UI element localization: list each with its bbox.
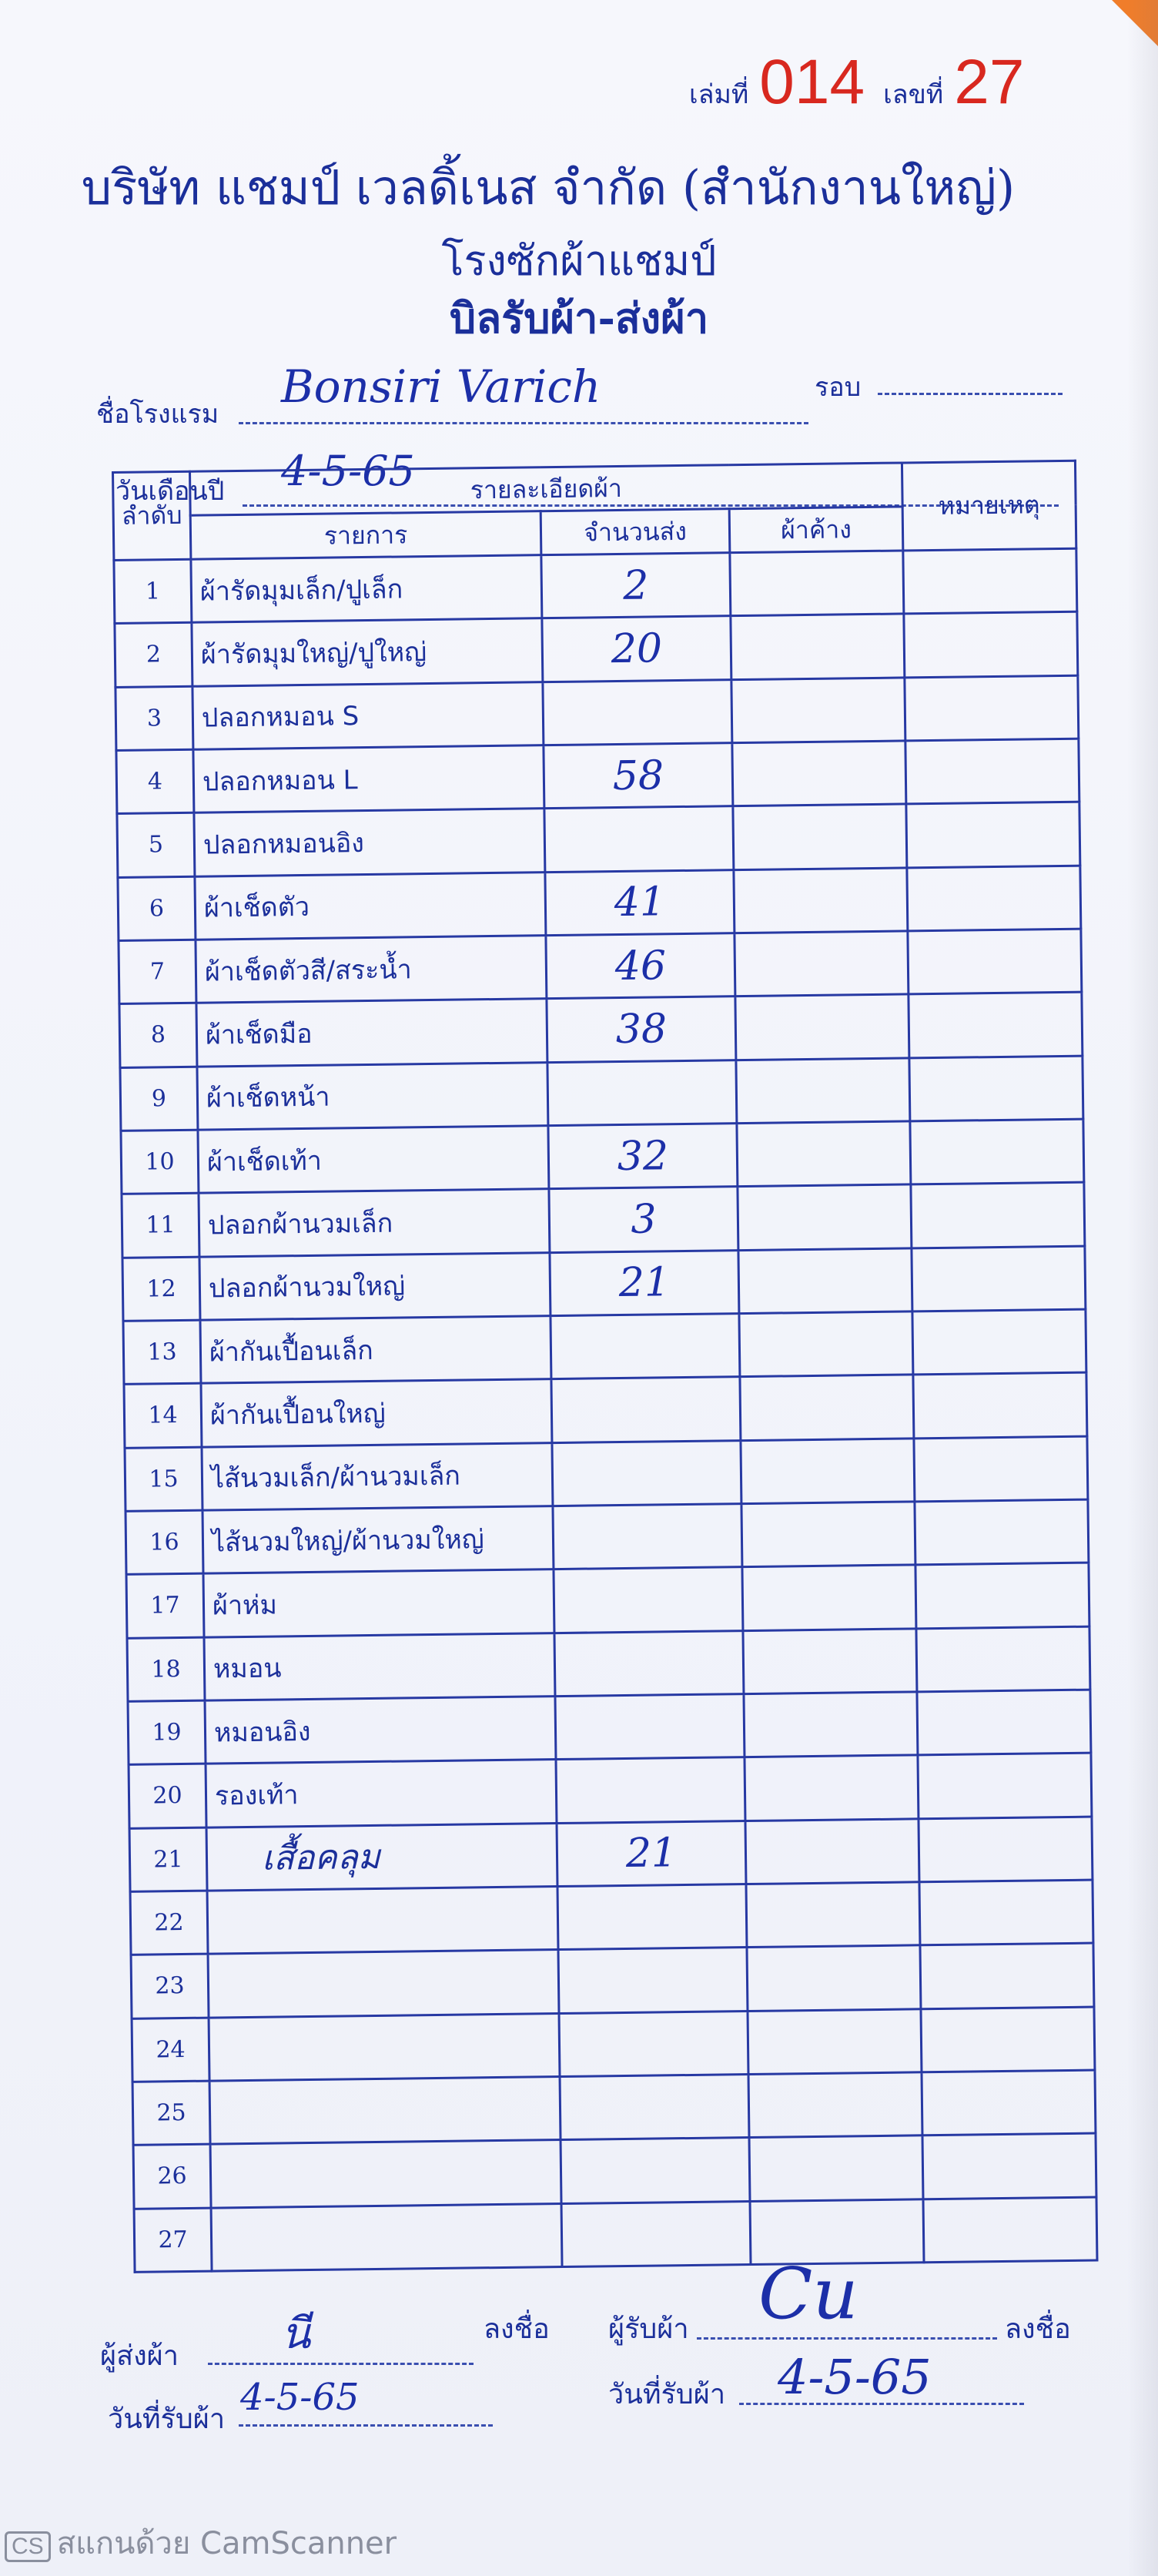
row-pending — [738, 1184, 912, 1250]
date-label: วันเดือนปี — [115, 476, 225, 507]
laundry-table — [112, 460, 1098, 2273]
row-pending — [736, 1058, 910, 1124]
row-number: 12 — [122, 1257, 200, 1321]
col-header-qty: จำนวนส่ง — [541, 509, 730, 555]
row-item — [210, 2140, 561, 2208]
row-qty-sent: 20 — [542, 616, 731, 682]
row-item: หมอนอิง — [205, 1696, 556, 1764]
sign-label-right: ลงชื่อ — [1005, 2313, 1071, 2345]
row-pending — [748, 2008, 922, 2074]
receiver-label: ผู้รับผ้า — [608, 2313, 689, 2345]
row-note — [917, 1690, 1091, 1755]
table-row — [134, 2197, 1097, 2273]
table-row — [132, 2070, 1096, 2146]
table-row — [121, 1119, 1084, 1194]
row-note — [914, 1436, 1088, 1502]
row-qty-sent — [552, 1440, 741, 1506]
row-number: 19 — [128, 1700, 206, 1765]
sign-label-left: ลงชื่อ — [484, 2313, 550, 2345]
row-note — [916, 1626, 1090, 1692]
row-qty-sent: 21 — [550, 1250, 739, 1315]
col-header-no: ลำดับ — [113, 471, 191, 560]
row-item: ผ้ากันเปื้อนใหญ่ — [201, 1379, 552, 1447]
row-number: 11 — [122, 1193, 199, 1258]
table-row — [133, 2133, 1096, 2209]
row-pending — [740, 1375, 914, 1440]
receive-date-label-right: วันที่รับผ้า — [608, 2379, 726, 2410]
hotel-name-handwritten: Bonsiri Varich — [281, 360, 601, 413]
row-qty-sent — [543, 679, 732, 745]
row-number: 5 — [117, 813, 195, 878]
row-pending — [739, 1311, 913, 1377]
row-number: 27 — [134, 2208, 212, 2273]
row-pending — [746, 1882, 920, 1948]
row-note — [905, 675, 1079, 741]
row-qty-sent: 3 — [549, 1187, 738, 1252]
row-note — [903, 548, 1077, 614]
receiver-signature: Cu — [758, 2253, 858, 2335]
row-item: ปลอกผ้านวมเล็ก — [199, 1189, 550, 1257]
row-number: 8 — [119, 1003, 197, 1068]
row-pending — [735, 994, 909, 1060]
row-pending — [734, 868, 908, 933]
row-item — [211, 2203, 562, 2271]
table-row — [122, 1246, 1086, 1321]
sender-signature: นี — [281, 2309, 311, 2359]
row-pending — [733, 804, 907, 869]
sender-label: ผู้ส่งผ้า — [100, 2340, 179, 2372]
row-note — [923, 2197, 1097, 2263]
row-item: ปลอกหมอนอิง — [194, 809, 545, 876]
row-pending — [743, 1628, 917, 1693]
table-row — [119, 992, 1083, 1067]
row-note — [910, 1119, 1084, 1184]
row-number: 25 — [132, 2081, 210, 2146]
row-item: ผ้าห่ม — [203, 1569, 554, 1637]
table-row — [129, 1817, 1093, 1892]
row-pending — [741, 1502, 915, 1567]
company-name: บริษัท แชมป์ เวลดิ้เนส จำกัด (สำนักงานใหญ่) — [81, 159, 1016, 216]
book-label: เล่มที่ — [689, 79, 749, 110]
table-row — [126, 1499, 1089, 1575]
row-qty-sent — [559, 2011, 748, 2076]
row-number: 26 — [133, 2144, 211, 2209]
plant-name: โรงซักผ้าแชมป์ — [441, 236, 717, 285]
row-pending — [742, 1565, 916, 1630]
row-number: 15 — [125, 1447, 202, 1512]
date-handwritten: 4-5-65 — [281, 447, 415, 495]
receive-date-left-handwritten: 4-5-65 — [240, 2376, 360, 2419]
row-qty-sent — [560, 2074, 749, 2139]
receiver-dotted-line — [697, 2337, 997, 2340]
row-item: ผ้ากันเปื้อนเล็ก — [200, 1316, 551, 1384]
row-note — [920, 1943, 1094, 2008]
table-row — [120, 1056, 1083, 1131]
col-header-pending: ผ้าค้าง — [729, 507, 903, 553]
book-number-line — [689, 46, 1043, 119]
row-pending — [730, 551, 904, 616]
row-pending — [745, 1818, 919, 1884]
row-qty-sent — [547, 1060, 737, 1125]
row-number: 14 — [124, 1383, 202, 1448]
round-dotted-line — [878, 393, 1063, 395]
row-note — [921, 2007, 1095, 2072]
row-qty-sent — [556, 1757, 745, 1823]
row-note — [915, 1499, 1089, 1565]
row-note — [909, 1056, 1083, 1121]
row-item: ผ้าเช็ดตัวสี/สระน้ำ — [196, 936, 547, 1003]
row-note — [918, 1753, 1092, 1818]
row-pending — [745, 1755, 919, 1821]
bill-number: 27 — [954, 47, 1025, 117]
row-number: 17 — [126, 1573, 204, 1638]
row-number: 20 — [129, 1764, 206, 1828]
row-pending — [731, 678, 905, 743]
row-note — [909, 992, 1083, 1057]
row-item: ผ้าเช็ดเท้า — [198, 1126, 549, 1194]
table-row — [122, 1182, 1085, 1258]
camscanner-watermark — [5, 2518, 397, 2568]
table-row — [129, 1753, 1092, 1828]
table-row — [128, 1690, 1091, 1765]
row-qty-sent — [555, 1693, 745, 1759]
round-label: รอบ — [815, 372, 862, 403]
row-number: 10 — [121, 1130, 199, 1194]
row-item: ปลอกหมอน L — [193, 745, 544, 813]
row-qty-sent: 2 — [541, 553, 731, 618]
row-qty-sent: 38 — [547, 997, 736, 1062]
row-item: ผ้าเช็ดตัว — [195, 872, 546, 940]
table-row — [118, 866, 1081, 941]
receive-date-label-left: วันที่รับผ้า — [108, 2403, 226, 2435]
receive-date-left-dotted-line — [239, 2424, 493, 2427]
row-item — [208, 1950, 559, 2018]
row-number: 21 — [129, 1827, 207, 1892]
row-number: 1 — [114, 559, 192, 624]
table-row — [114, 548, 1077, 624]
col-header-details: รายละเอียดผ้า — [190, 463, 903, 515]
table-row — [119, 929, 1082, 1004]
row-item — [209, 2076, 561, 2144]
row-note — [906, 802, 1080, 867]
row-number: 4 — [116, 749, 194, 814]
row-qty-sent: 32 — [548, 1124, 738, 1189]
row-number: 3 — [115, 686, 193, 751]
row-item — [207, 1886, 558, 1954]
row-item: ไส้นวมเล็ก/ผ้านวมเล็ก — [202, 1442, 553, 1510]
row-pending — [748, 2072, 922, 2138]
col-header-item: รายการ — [190, 511, 541, 560]
paper-edge — [1127, 0, 1158, 2576]
table-row — [125, 1436, 1088, 1512]
camscanner-logo-icon: CS — [5, 2531, 51, 2562]
row-pending — [741, 1438, 915, 1503]
row-number: 18 — [127, 1637, 205, 1702]
row-item: ผ้ารัดมุมใหญ่/ปูใหญ่ — [192, 618, 543, 686]
camscanner-text: สแกนด้วย CamScanner — [56, 2526, 397, 2561]
row-note — [911, 1182, 1085, 1248]
row-note — [904, 612, 1078, 678]
row-pending — [732, 741, 906, 806]
table-row — [132, 2007, 1095, 2082]
row-qty-sent — [544, 806, 734, 872]
row-qty-sent — [553, 1504, 742, 1569]
sender-dotted-line — [208, 2363, 474, 2365]
row-note — [912, 1246, 1086, 1311]
row-item: ปลอกผ้านวมใหญ่ — [199, 1252, 551, 1320]
row-number: 22 — [130, 1891, 208, 1955]
table-row — [115, 612, 1078, 688]
row-pending — [744, 1692, 918, 1757]
table-row — [130, 1880, 1093, 1955]
row-qty-sent — [554, 1630, 744, 1696]
table-row — [116, 739, 1079, 814]
row-item — [209, 2013, 560, 2081]
book-number: 014 — [759, 47, 865, 117]
row-note — [915, 1563, 1089, 1628]
row-qty-sent — [557, 1884, 747, 1949]
hotel-label: ชื่อโรงแรม — [96, 399, 219, 430]
row-item: ผ้าเช็ดมือ — [196, 999, 547, 1067]
row-note — [922, 2133, 1096, 2199]
row-note — [908, 929, 1082, 994]
table-row — [115, 675, 1079, 751]
table-row — [127, 1626, 1090, 1702]
row-note — [919, 1817, 1093, 1882]
table-row — [124, 1372, 1087, 1448]
row-note — [912, 1309, 1086, 1375]
row-pending — [731, 614, 905, 679]
row-qty-sent — [558, 1948, 748, 2013]
row-qty-sent: 46 — [546, 933, 735, 999]
row-qty-sent: 41 — [545, 869, 735, 935]
row-qty-sent — [561, 2138, 750, 2203]
row-item: หมอน — [204, 1633, 555, 1700]
row-note — [919, 1880, 1093, 1945]
table-row — [123, 1309, 1086, 1385]
row-note — [905, 739, 1079, 804]
row-qty-sent — [554, 1567, 743, 1633]
row-item: ผ้ารัดมุมเล็ก/ปูเล็ก — [191, 555, 542, 623]
row-item: ปลอกหมอน S — [192, 682, 544, 749]
row-qty-sent — [561, 2201, 751, 2266]
row-number: 13 — [123, 1320, 201, 1385]
row-number: 9 — [120, 1067, 198, 1131]
bill-title: บิลรับผ้า-ส่งผ้า — [449, 293, 709, 343]
row-number: 6 — [118, 876, 196, 941]
row-note — [922, 2070, 1096, 2136]
row-qty-sent: 21 — [557, 1821, 746, 1886]
row-item: เสื้อคลุม — [206, 1823, 557, 1891]
row-pending — [749, 2136, 923, 2201]
row-qty-sent — [551, 1377, 741, 1442]
row-number: 7 — [119, 940, 196, 1004]
row-number: 2 — [115, 623, 192, 688]
row-note — [907, 866, 1081, 931]
row-number: 16 — [126, 1510, 203, 1575]
row-qty-sent — [551, 1314, 740, 1379]
hotel-dotted-line — [239, 422, 808, 424]
row-note — [913, 1372, 1087, 1438]
receive-date-right-handwritten: 4-5-65 — [778, 2349, 932, 2405]
row-item: ไส้นวมใหญ่/ผ้านวมใหญ่ — [202, 1506, 554, 1574]
row-number: 23 — [131, 1954, 209, 2018]
col-header-note: หมายเหตุ — [902, 461, 1076, 551]
row-pending — [737, 1121, 911, 1187]
table-row — [131, 1943, 1094, 2018]
row-pending — [738, 1248, 912, 1313]
row-item: รองเท้า — [206, 1760, 557, 1827]
row-number: 24 — [132, 2018, 209, 2082]
row-pending — [747, 1945, 921, 2011]
row-pending — [735, 931, 909, 997]
number-label: เลขที่ — [883, 79, 944, 110]
table-row — [126, 1563, 1089, 1638]
table-row — [117, 802, 1080, 877]
row-qty-sent: 58 — [544, 743, 733, 809]
row-item: ผ้าเช็ดหน้า — [197, 1062, 548, 1130]
